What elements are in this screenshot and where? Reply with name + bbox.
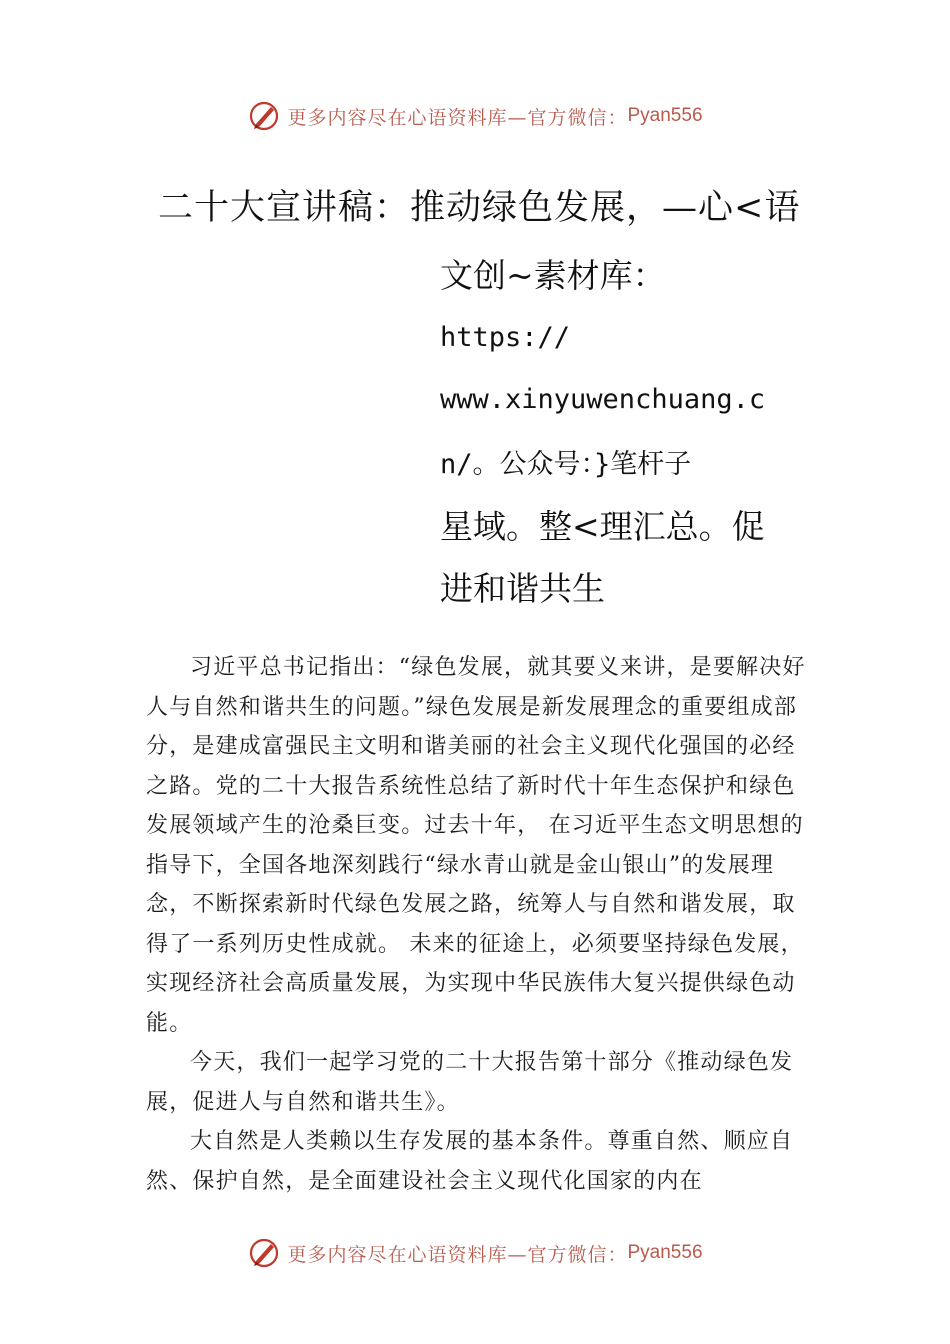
- article-body: [146, 648, 818, 1201]
- banner-wechat-id: Pyan556: [627, 105, 703, 126]
- paragraph: 今天，我们一起学习党的二十大报告第十部分《推动绿色发展，促进人与自然和谐共生》。: [146, 1050, 794, 1115]
- title-url-tail: n/。公众号：}笔杆子: [440, 449, 692, 480]
- title-line: 文创~素材库：: [440, 256, 666, 295]
- title-line: 进和谐共生: [440, 569, 605, 608]
- title-continuation: [440, 245, 800, 620]
- paragraph: 习近平总书记指出：“绿色发展，就其要义来讲，是要解决好人与自然和谐共生的问题。”绿色发展是新发展理念的重要组成部分，是建成富强民主文明和谐美丽的社会主义现代化强国的必经之路。党的二十大报告系统性总结了新时代十年生态保护和绿色发展领域产生的沧桑巨变。过去十年， 在习近平生态文明思想的指导下，全国各地深刻践行“绿水青山就是金山银山”的发展理念，不断探索新时代绿色发展之路，统筹人与自然和谐发展，取得了一系列历史性成就。 未来的征途上，必须要坚持绿色发展，实现经济社会高质量发展，为实现中华民族伟大复兴提供绿色动能。: [146, 655, 806, 1036]
- banner-text: 更多内容尽在心语资料库—官方微信：: [287, 106, 628, 129]
- footer-banner: [0, 1233, 950, 1273]
- banner-wechat-id: Pyan556: [627, 1242, 703, 1263]
- header-banner: [0, 96, 950, 136]
- title-line: 星域。整<理汇总。促: [440, 507, 765, 546]
- pen-logo-icon: [247, 99, 281, 133]
- document-title: 二十大宣讲稿：推动绿色发展，—心<语: [158, 188, 801, 228]
- pen-logo-icon: [247, 1236, 281, 1270]
- title-url-domain: www.xinyuwenchuang.c: [440, 384, 766, 415]
- title-url-scheme: https://: [440, 322, 571, 353]
- title-line: [440, 431, 800, 496]
- banner-text: 更多内容尽在心语资料库—官方微信：: [287, 1243, 628, 1266]
- paragraph: 大自然是人类赖以生存发展的基本条件。尊重自然、顺应自然、保护自然，是全面建设社会主义现代化国家的内在: [146, 1129, 794, 1194]
